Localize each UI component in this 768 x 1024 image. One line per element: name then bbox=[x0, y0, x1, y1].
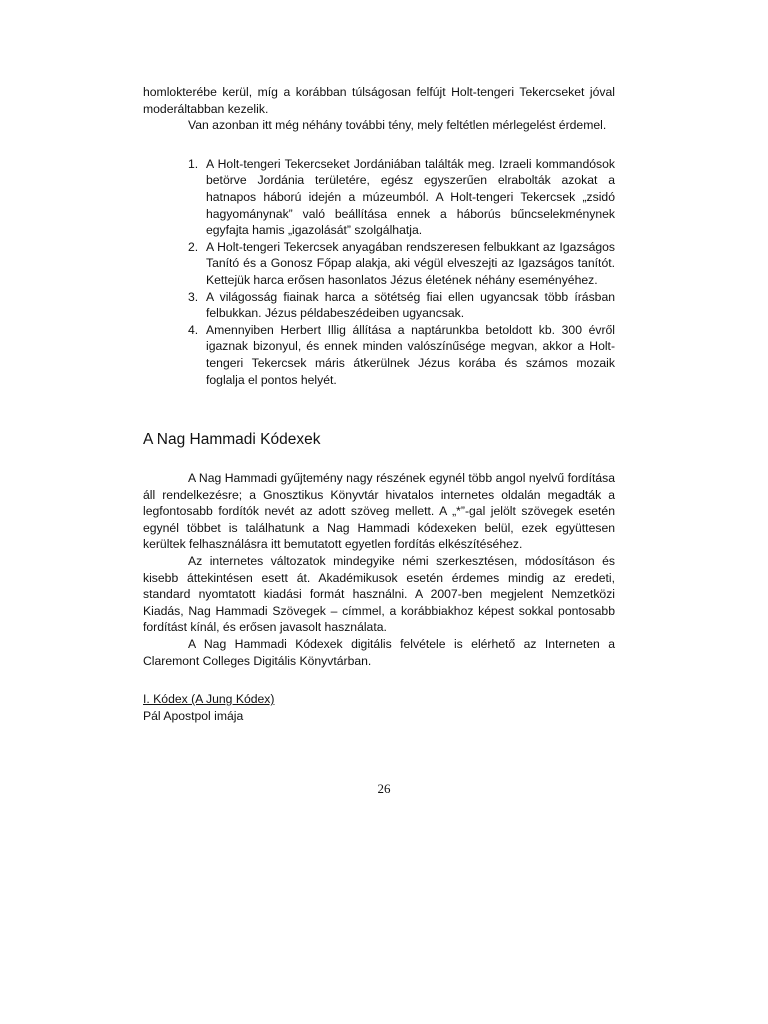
list-item-number: 4. bbox=[188, 322, 199, 337]
list-item-text: A világosság fiainak harca a sötétség fiai ellen ugyancsak több írásban felbukkan. Jézus példabeszédeiben ugyancsak. bbox=[206, 289, 615, 321]
page-number: 26 bbox=[377, 781, 391, 796]
section-paragraph: A Nag Hammadi gyűjtemény nagy részének egynél több angol nyelvű fordítása áll rendelkezésre; a Gnosztikus Könyvtár hivatalos internetes oldalán megadták a legfontosabb fordítók nevét az adott szöveg mellett. A „*”-gal jelölt szövegek esetén egynél többet is találhatunk a Nag Hammadi kódexeken belül, ezek együttesen kerültek felhasználásra itt bemutatott egyetlen fordítás elkészítéséhez. bbox=[143, 471, 615, 552]
section-paragraph: A Nag Hammadi Kódexek digitális felvétele is elérhető az Interneten a Claremont Colleges Digitális Könyvtárban. bbox=[143, 637, 615, 668]
codex-subheading: Pál Apostpol imája bbox=[143, 708, 244, 723]
section-body bbox=[143, 470, 615, 669]
list-item-text: A Holt-tengeri Tekercseket Jordániában találták meg. Izraeli kommandósok betörve Jordánia területére, egész egyszerűen elrabolták azokat a hatnapos háború idején a múzeumból. A Holt-tengeri Tekercsek „zsidó hagyománynak” való beállítása ennek a háborús bűncselekménynek egyfajta hamis „igazolását” szolgálhatja. bbox=[206, 156, 615, 238]
numbered-list bbox=[143, 156, 615, 388]
list-item bbox=[143, 322, 615, 388]
page-body bbox=[143, 84, 615, 724]
list-item bbox=[143, 239, 615, 289]
list-item bbox=[143, 289, 615, 322]
codex-heading: I. Kódex (A Jung Kódex) bbox=[143, 692, 275, 707]
intro-paragraph: homlokterébe kerül, míg a korábban túlságosan felfújt Holt-tengeri Tekercseket jóval moderáltabban kezelik. bbox=[143, 85, 615, 116]
list-item-number: 1. bbox=[188, 156, 199, 171]
list-item-number: 3. bbox=[188, 289, 199, 304]
section-paragraph: Az internetes változatok mindegyike némi szerkesztésen, módosításon és kisebb áttekintésen esett át. Akadémikusok esetén érdemes mindig az eredeti, standard nyomtatott kiadási formát használni. A 2007-ben megjelent Nemzetközi Kiadás, Nag Hammadi Szövegek – címmel, a korábbiakhoz képest sokkal pontosabb fordítást kínál, és erősen javasolt használata. bbox=[143, 554, 615, 635]
section-heading: A Nag Hammadi Kódexek bbox=[143, 431, 321, 449]
list-item-text: A Holt-tengeri Tekercsek anyagában rendszeresen felbukkant az Igazságos Tanító és a Gonosz Főpap alakja, aki végül elveszejti az Igazságos tanítót. Kettejük harca erősen hasonlatos Jézus életének néhány eseményéhez. bbox=[206, 239, 615, 287]
list-item-number: 2. bbox=[188, 239, 199, 254]
list-item-text: Amennyiben Herbert Illig állítása a naptárunkba betoldott kb. 300 évről igaznak bizonyul, és ennek minden valószínűsége megvan, akkor a Holt-tengeri Tekercsek máris átkerülnek Jézus korába és számos mozaik foglalja el pontos helyét. bbox=[206, 322, 615, 387]
intro-paragraph: Van azonban itt még néhány további tény, mely feltétlen mérlegelést érdemel. bbox=[188, 118, 607, 133]
list-item bbox=[143, 156, 615, 239]
